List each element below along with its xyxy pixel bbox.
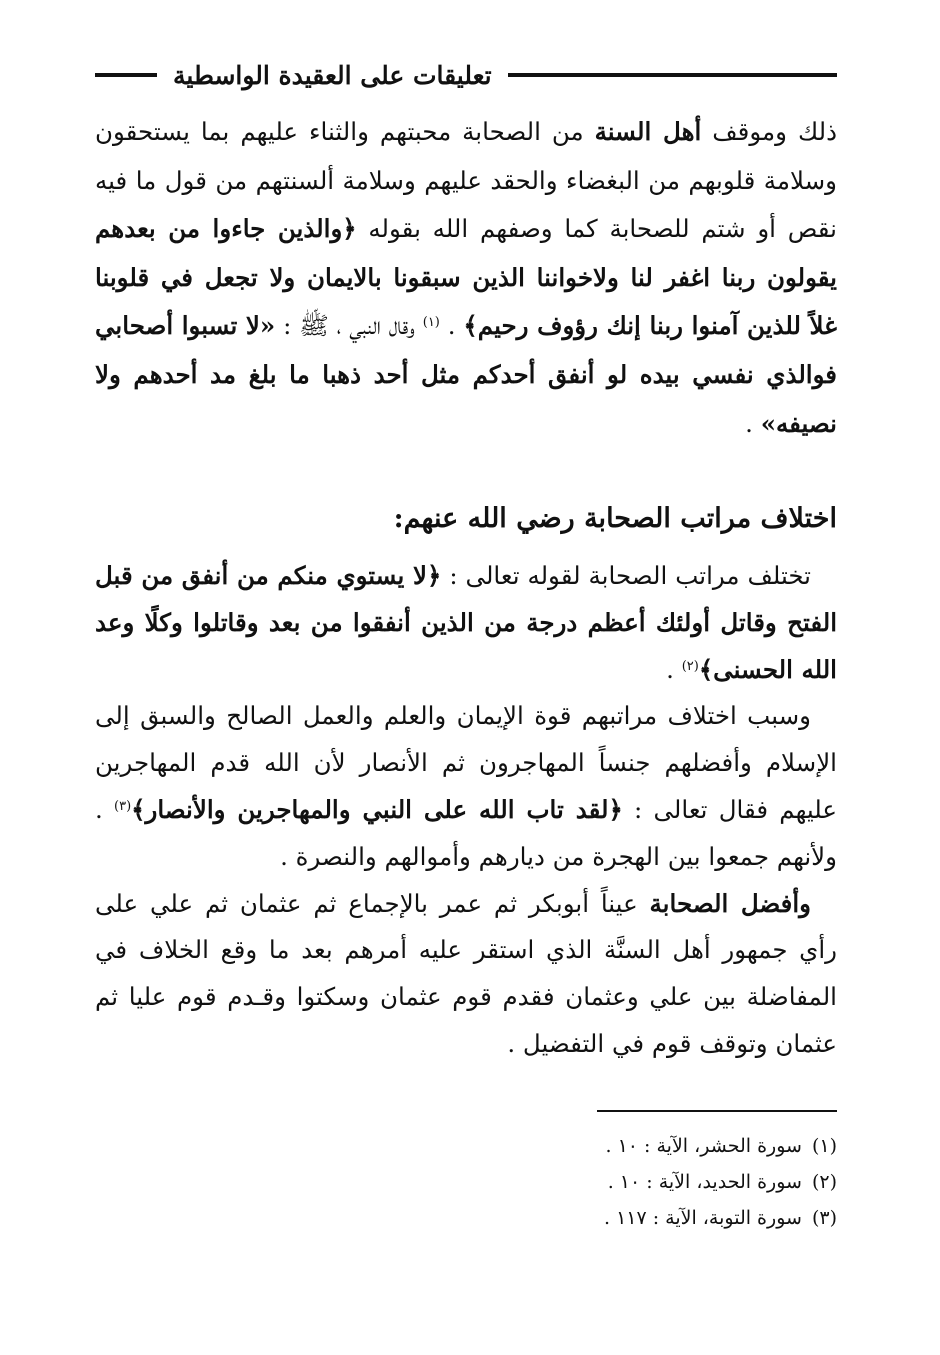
p2-text-3: . ولأنهم جمعوا بين الهجرة من ديارهم وأموالهم والنصرة . xyxy=(95,794,837,871)
section-body xyxy=(95,553,837,1068)
p1-text-3: . xyxy=(666,654,682,684)
p3-text-2: عيناً أبوبكر ثم عمر بالإجماع ثم عثمان ثم علي على رأي جمهور أهل السنَّة الذي استقر عليه أمرهم بعد ما وقع الخلاف في المفاضلة بين علي وعثمان فقدم قوم عثمان وسكتوا وقـدم قوم عليا ثم عثمان وتوقف قوم في التفضيل . xyxy=(95,888,837,1058)
footnote-ref-2: (٢) xyxy=(681,658,699,674)
running-header xyxy=(95,52,837,98)
p3-bold-lead: وأفضل الصحابة xyxy=(649,888,811,918)
intro-ahl-sunnah: أهل السنة xyxy=(594,117,702,146)
footnote-separator xyxy=(597,1110,837,1112)
footnote-ref-3: (٣) xyxy=(114,798,132,814)
footnote-text: سورة التوبة، الآية : ١١٧ . xyxy=(603,1207,802,1229)
footnote-text: سورة الحديد، الآية : ١٠ . xyxy=(607,1171,802,1193)
header-title: تعليقات على العقيدة الواسطية xyxy=(173,60,492,90)
quran-quote-hashr: ﴿والذين جاءوا من بعدهم يقولون ربنا اغفر لنا ولاخواننا الذين سبقونا بالايمان ولا تجعل في قلوبنا غلاً للذين آمنوا ربنا إنك رؤوف رحيم﴾ xyxy=(95,214,837,341)
hadith-quote: «لا تسبوا أصحابي فوالذي نفسي بيده لو أنفق أحدكم مثل أحد ذهبا ما بلغ مد أحدهم ولا نصيفه» xyxy=(95,311,837,438)
intro-text-1: ذلك وموقف xyxy=(701,117,837,146)
quran-quote-hadid: ﴿لا يستوي منكم من أنفق من قبل الفتح وقاتل أولئك أعظم درجة من الذين أنفقوا من بعد وقاتلوا وكلًا وعد الله الحسنى﴾ xyxy=(95,561,837,684)
p2-text-1: وسبب اختلاف مراتبهم قوة الإيمان والعلم والعمل الصالح والسبق إلى الإسلام وأفضلهم جنساً المهاجرون ثم الأنصار لأن الله قدم المهاجرين عليهم فقال تعالى : xyxy=(95,701,837,824)
footnote-number: (٣) xyxy=(811,1207,837,1229)
header-rule-right xyxy=(508,73,837,77)
intro-paragraph xyxy=(95,108,837,448)
section-heading: اختلاف مراتب الصحابة رضي الله عنهم: xyxy=(393,503,837,534)
footnote-number: (٢) xyxy=(811,1171,837,1193)
footnote-number: (١) xyxy=(811,1135,837,1157)
intro-text-5: . xyxy=(439,311,464,341)
quran-quote-tawbah: ﴿لقد تاب الله على النبي والمهاجرين والأنصار﴾ xyxy=(131,794,623,824)
intro-text-8: . xyxy=(745,408,761,438)
p1-text-1: تختلف مراتب الصحابة لقوله تعالى : xyxy=(441,561,811,590)
footnote-ref-1: (١) xyxy=(422,315,440,331)
footnote-item xyxy=(95,1200,837,1236)
section-paragraph-1 xyxy=(95,553,837,693)
footnote-item xyxy=(95,1164,837,1200)
intro-text-6: وقال النبي ، ﷺ : xyxy=(275,311,423,341)
intro-text-3: من الصحابة محبتهم والثناء عليهم بما يستحقون وسلامة قلوبهم من البغضاء والحقد عليهم وسلامة ألسنتهم من قول ما فيه نقص أو شتم للصحابة كما وصفهم الله بقوله xyxy=(95,117,837,244)
footnote-text: سورة الحشر، الآية : ١٠ . xyxy=(605,1135,802,1157)
footnotes xyxy=(95,1128,837,1236)
section-paragraph-2 xyxy=(95,693,837,880)
section-paragraph-3 xyxy=(95,881,837,1068)
header-rule-left xyxy=(95,73,157,77)
footnote-item xyxy=(95,1128,837,1164)
